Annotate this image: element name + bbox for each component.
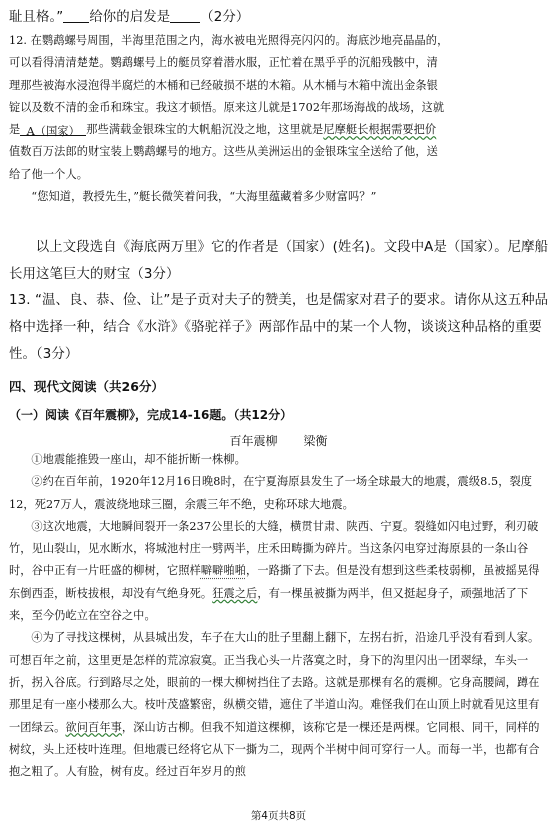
wavy-underlined-text: 狂震之后	[212, 586, 258, 600]
page-footer: 第4页共8页	[250, 810, 307, 822]
passage-line: 值数百万法郎的财宝装上鹦鹉螺号的地方。这些从美洲运出的金银珠宝全送给了他，送	[9, 145, 438, 159]
marker-a: A（国家）	[20, 121, 86, 136]
quote-line: “您知道，教授先生，”艇长微笑着问我，“大海里蕴藏着多少财富吗？”	[31, 190, 377, 204]
passage-line: 12. 在鹦鹉螺号周围，半海里范围之内，海水被电光照得亮闪闪的。海底沙地亮晶晶的，	[9, 34, 449, 47]
top-fragment-suffix: 给你的启发是	[89, 10, 171, 25]
answer-blank[interactable]	[170, 8, 200, 23]
article-paragraph	[9, 627, 549, 783]
paragraph-text: ，深山访古柳。但我不知道这棵柳，该称它是一棵还是两棵。它同根、同干，同样的树纹，头上还枝叶连理。但地震已经将它从下一撕为二，现两个半树中间可穿行一人。而每一半，也都有合抱之粗了。人有脸，树有皮。经过百年岁月的煎	[9, 720, 540, 779]
passage-line: 锭以及数不清的金币和珠宝。我这才顿悟。原来这儿就是1702年那场海战的战场，这就	[9, 100, 445, 114]
passage-line: 给了他一个人。	[9, 167, 89, 181]
top-fragment-score: （2分）	[200, 10, 250, 25]
paragraph-text: ，一路撕了下去。但是没有想到这些柔枝弱柳，虽被摇晃得东倒西歪，断枝拔根，却没有气绝身死。	[9, 564, 540, 600]
line-prefix: 是	[9, 123, 21, 137]
wavy-underlined-text: 尼摩艇长根据需要把价	[323, 123, 437, 137]
article-title-line	[0, 431, 557, 451]
article-title: 百年震柳	[229, 434, 278, 448]
wavy-underlined-text: 欲问百年事	[65, 720, 122, 734]
paragraph-text: ，有一棵虽被撕为两半，但又挺起身子，顽强地活了下来，至今仍屹立在空谷之中。	[9, 586, 529, 623]
passage-line: 理那些被海水浸泡得半腐烂的木桶和已经破损不堪的木箱。从木桶与木箱中流出金条银	[9, 78, 438, 92]
paragraph-text: ③这次地震，大地瞬间裂开一条237公里长的大缝，横贯甘肃、陕西、宁夏。裂缝如闪电过野，利刃破竹，见山裂山，见水断水，将城池村庄一劈两半，庄禾田畴撕为碎片。当这条闪电穿过海原县的一条山谷时，谷中正有一片旺盛的柳树，它照样	[9, 519, 539, 578]
article-paragraph	[9, 516, 549, 627]
section-heading: 四、现代文阅读（共26分）	[9, 379, 164, 394]
top-fragment-line	[9, 4, 549, 31]
q13-question: 13. “温、良、恭、俭、让”是子贡对夫子的赞美，也是儒家对君子的要求。请你从这五种品格中选择一种，结合《水浒》《骆驼祥子》两部作品中的某一个人物，谈谈这种品格的重要性。（3分）	[9, 293, 549, 362]
passage-line: 可以看得清清楚楚。鹦鹉螺号上的艇员穿着潜水服，正忙着在黑乎乎的沉船残骸中，清	[9, 56, 438, 70]
answer-blank[interactable]	[63, 8, 89, 23]
q12-question: 以上文段选自《海底两万里》它的作者是（国家）(姓名)。文段中A是（国家）。尼摩船长用这笔巨大的财宝（3分）	[9, 240, 549, 282]
top-fragment-text: 耻且格。”	[9, 10, 64, 25]
paragraph-text: ④为了寻找这棵树，从县城出发，车子在大山的肚子里翻上翻下，左拐右折，沿途几乎没有看到人家。可想百年之前，这里更是怎样的荒凉寂寞。正当我心头一片落寞之时，身下的沟里闪出一团翠绿，车头一折，拐入谷底。行到路尽之处，眼前的一棵大柳树挡住了去路。这就是那棵有名的震柳。它身高腰阔，蹲在那里足有一座小楼那么大。枝叶茂盛繁密，纵横交错，遮住了半道山沟。难怪我们在山顶上时就看见这里有一团绿云。	[9, 631, 540, 734]
dotted-underlined-text: 噼噼啪啪	[200, 564, 247, 578]
article-paragraph: ②约在百年前，1920年12月16日晚8时，在宁夏海原县发生了一场全球最大的地震，震级8.5，裂度12，死27万人，震波绕地球三圈，余震三年不绝，史称环球大地震。	[9, 475, 533, 511]
article-author: 梁衡	[303, 434, 328, 448]
article-body	[9, 449, 549, 783]
sub-section-heading: （一）阅读《百年震柳》，完成14-16题。（共12分）	[9, 408, 293, 422]
article-paragraph: ①地震能推毁一座山，却不能折断一株柳。	[31, 453, 246, 466]
q12-passage	[9, 30, 549, 208]
passage-line	[9, 119, 549, 141]
line-mid: 那些满载金银珠宝的大帆船沉没之地，这里就是	[86, 123, 324, 137]
